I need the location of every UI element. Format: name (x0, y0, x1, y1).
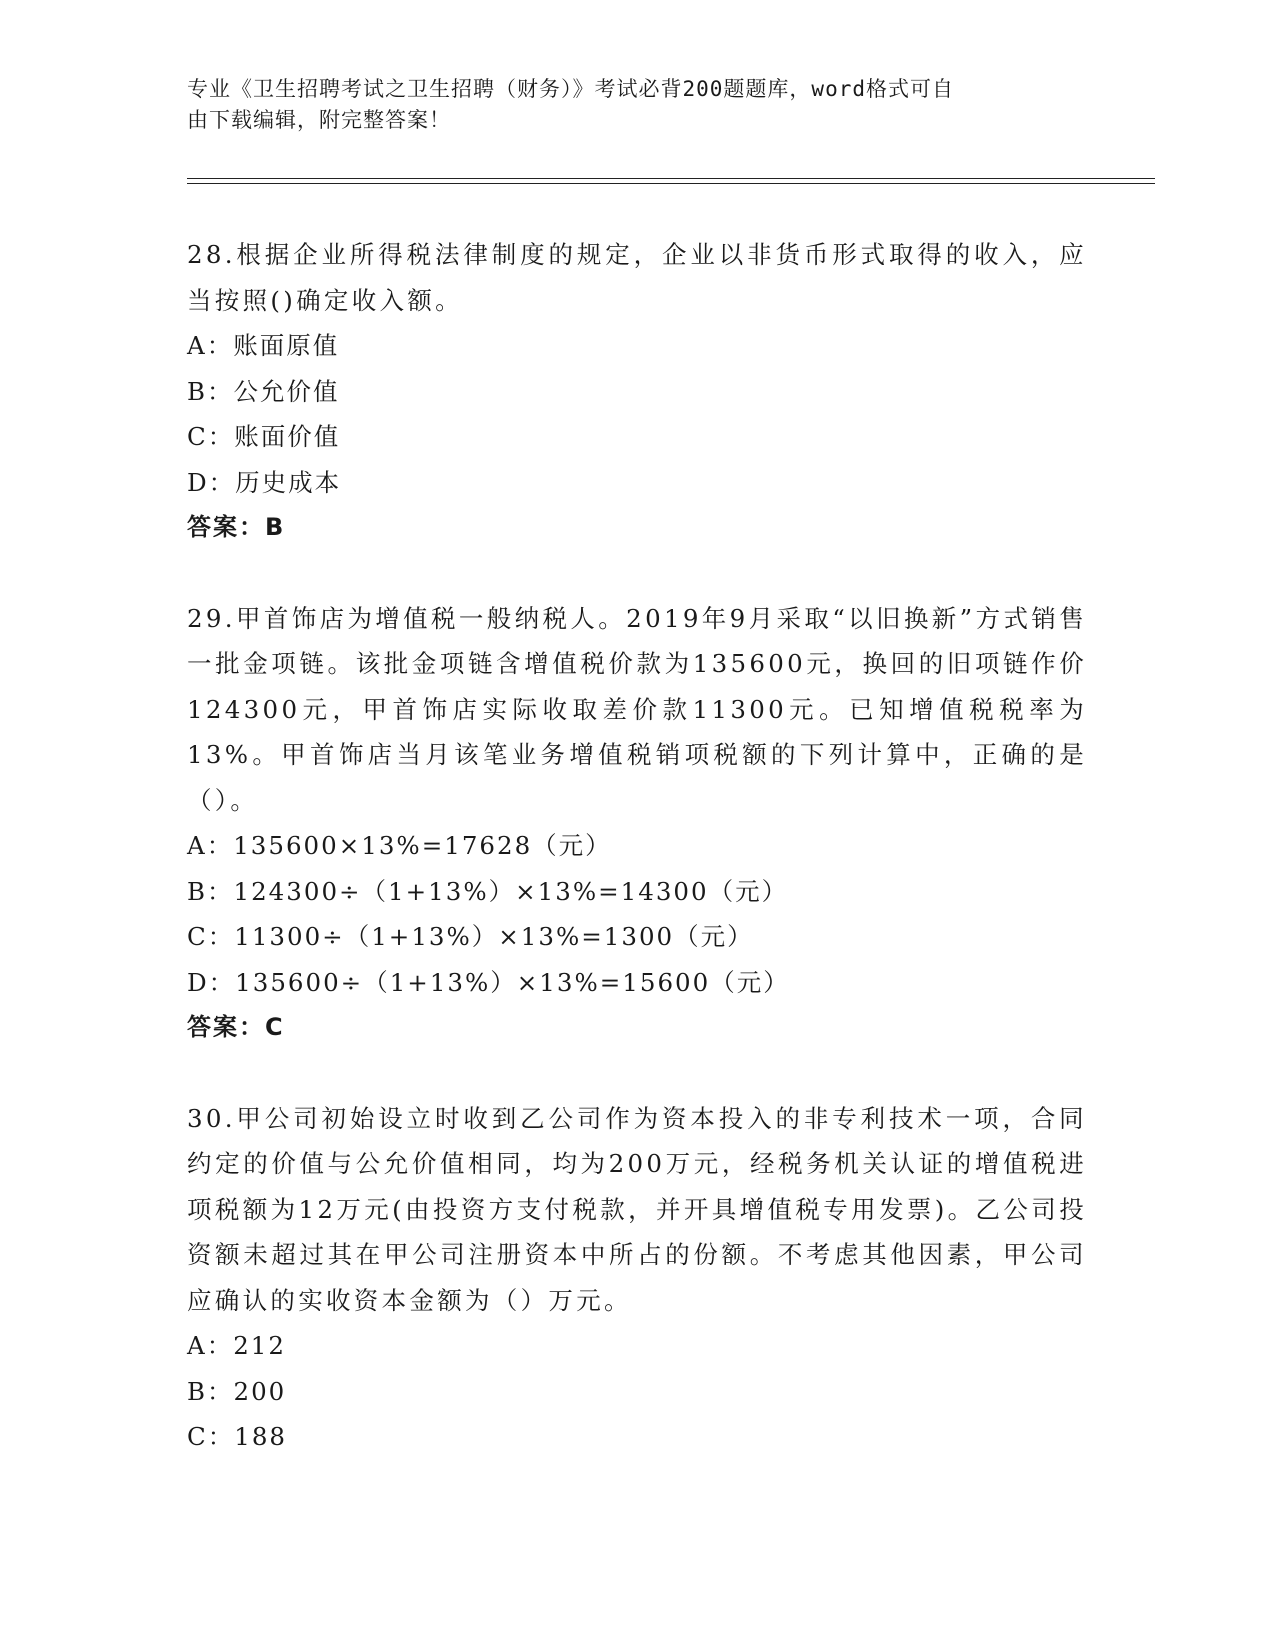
option-a: A：135600×13%=17628（元） (187, 831, 612, 860)
header-divider-bottom (187, 183, 1155, 184)
question-spacer (187, 1051, 1087, 1096)
question-stem: 29.甲首饰店为增值税一般纳税人。2019年9月采取“以旧换新”方式销售一批金项链。该批金项链含增值税价款为135600元，换回的旧项链作价124300元，甲首饰店实际收取差价款11300元。已知增值税税率为13%。甲首饰店当月该笔业务增值税销项税额的下列计算中，正确的是（）。 (187, 603, 1087, 815)
option-b: B：124300÷（1+13%）×13%=14300（元） (187, 876, 789, 906)
option-d: D：历史成本 (187, 467, 342, 497)
option-c: C：11300÷（1+13%）×13%=1300（元） (187, 922, 754, 951)
question-spacer (187, 551, 1087, 596)
option-b: B：公允价值 (187, 376, 340, 406)
header-line-2: 由下载编辑，附完整答案！ (187, 108, 451, 132)
option-a: A：账面原值 (187, 331, 340, 360)
answer-text: 答案：B (187, 513, 286, 541)
header-line-1: 专业《卫生招聘考试之卫生招聘（财务）》考试必背200题题库，word格式可自 (187, 77, 954, 101)
question-28 (187, 232, 1087, 551)
option-c: C：188 (187, 1422, 288, 1451)
question-stem: 28.根据企业所得税法律制度的规定，企业以非货币形式取得的收入，应当按照()确定收入额。 (187, 240, 1087, 315)
option-d: D：135600÷（1+13%）×13%=15600（元） (187, 967, 790, 997)
question-stem: 30.甲公司初始设立时收到乙公司作为资本投入的非专利技术一项，合同约定的价值与公允价值相同，均为200万元，经税务机关认证的增值税进项税额为12万元(由投资方支付税款，并开具增值税专用发票)。乙公司投资额未超过其在甲公司注册资本中所占的份额。不考虑其他因素，甲公司应确认的实收资本金额为（）万元。 (187, 1103, 1087, 1315)
question-30 (187, 1096, 1087, 1460)
question-list (187, 232, 1087, 1460)
option-b: B：200 (187, 1376, 287, 1406)
document-header (187, 74, 1067, 136)
answer-text: 答案：C (187, 1013, 285, 1041)
question-29 (187, 596, 1087, 1051)
option-c: C：账面价值 (187, 422, 341, 451)
option-a: A：212 (187, 1331, 286, 1360)
header-divider-top (187, 178, 1155, 179)
